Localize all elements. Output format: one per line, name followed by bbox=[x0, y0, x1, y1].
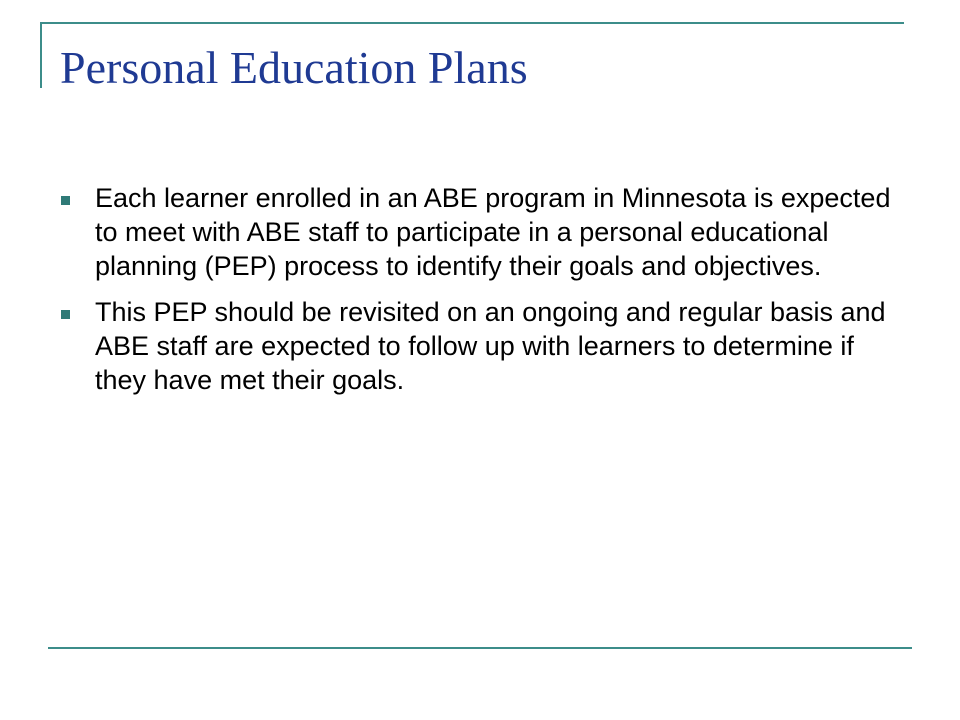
slide-title: Personal Education Plans bbox=[60, 42, 528, 93]
bullet-list bbox=[60, 181, 910, 409]
bullet-item bbox=[60, 181, 910, 283]
bottom-rule bbox=[48, 647, 912, 649]
bullet-item bbox=[60, 295, 910, 397]
left-rule bbox=[40, 22, 42, 88]
bullet-text: Each learner enrolled in an ABE program in Minnesota is expected to meet with ABE staff to participate in a personal educational planning (PEP) process to identify their goals and objectives. bbox=[95, 183, 891, 281]
top-rule bbox=[40, 22, 904, 24]
square-bullet-icon bbox=[61, 196, 70, 205]
bullet-text: This PEP should be revisited on an ongoing and regular basis and ABE staff are expected to follow up with learners to determine if they have met their goals. bbox=[95, 297, 886, 395]
square-bullet-icon bbox=[61, 310, 70, 319]
